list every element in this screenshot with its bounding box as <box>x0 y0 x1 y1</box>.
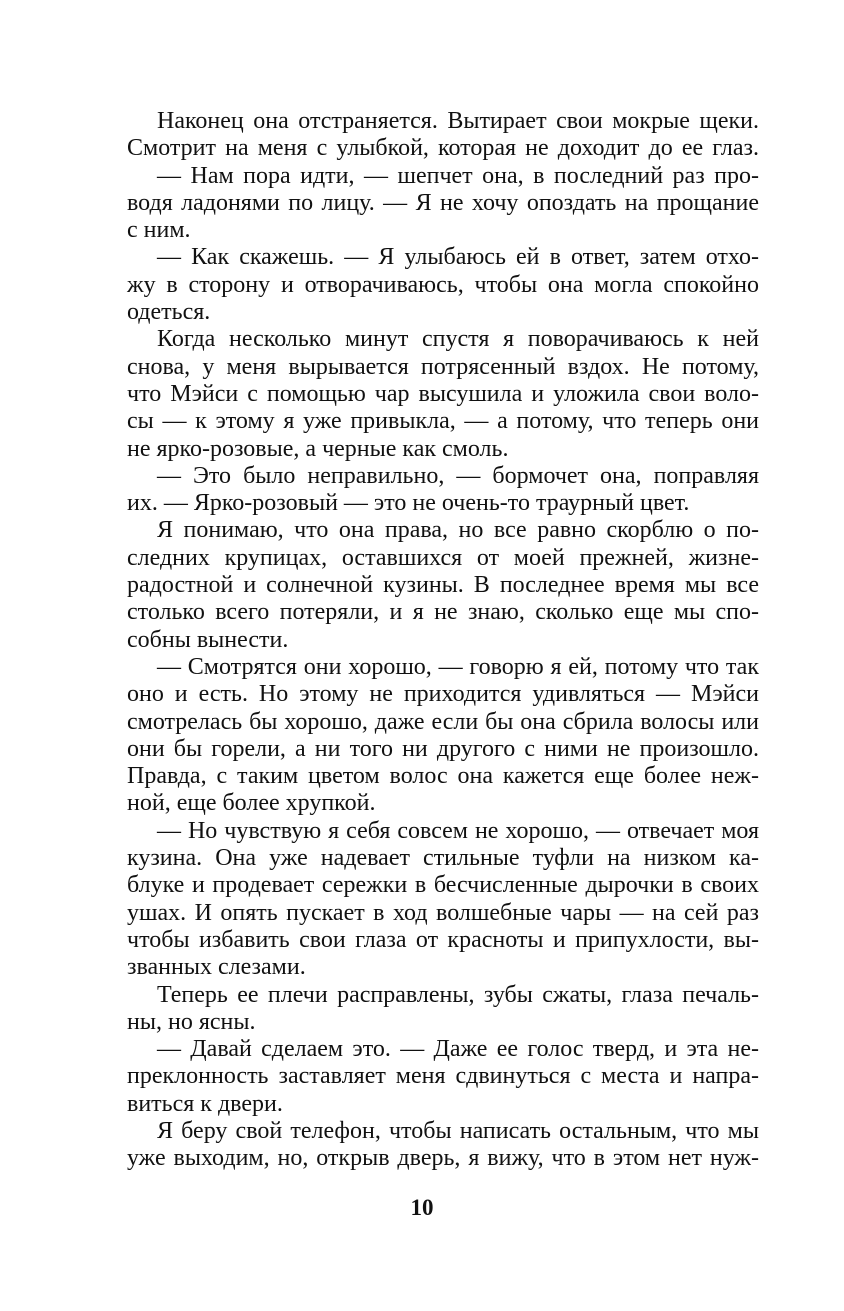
text-line: уже выходим, но, открыв дверь, я вижу, что в этом нет нуж- <box>127 1145 759 1172</box>
text-line: ной, еще более хрупкой. <box>127 790 376 817</box>
text-line: радостной и солнечной кузины. В последнее время мы все <box>127 572 759 599</box>
text-line: — Как скажешь. — Я улыбаюсь ей в ответ, затем отхо- <box>157 244 759 271</box>
text-line: — Нам пора идти, — шепчет она, в последний раз про- <box>157 162 759 189</box>
text-line: не ярко-розовые, а черные как смоль. <box>127 435 509 462</box>
text-line: Смотрит на меня с улыбкой, которая не доходит до ее глаз. <box>127 135 759 162</box>
page-number: 10 <box>410 1195 434 1220</box>
text-line: следних крупицах, оставшихся от моей прежней, жизне- <box>127 544 759 571</box>
text-line: оно и есть. Но этому не приходится удивляться — Мэйси <box>127 681 759 708</box>
text-line: — Это было неправильно, — бормочет она, поправляя <box>157 462 759 489</box>
text-line: они бы горели, а ни того ни другого с ними не произошло. <box>127 735 759 762</box>
text-line: столько всего потеряли, и я не знаю, сколько еще мы спо- <box>127 599 759 626</box>
text-line: ушах. И опять пускает в ход волшебные чары — на сей раз <box>127 899 759 926</box>
text-line: сы — к этому я уже привыкла, — а потому, что теперь они <box>127 408 759 435</box>
body-text <box>127 108 759 1173</box>
text-line: виться к двери. <box>127 1090 283 1117</box>
text-line: с ним. <box>127 217 191 244</box>
text-line: Наконец она отстраняется. Вытирает свои мокрые щеки. <box>157 108 759 134</box>
text-line: Я понимаю, что она права, но все равно скорблю о по- <box>157 517 759 544</box>
text-line: — Давай сделаем это. — Даже ее голос тверд, и эта не- <box>157 1036 759 1063</box>
text-line: преклонность заставляет меня сдвинуться с места и напра- <box>127 1063 759 1090</box>
text-line: собны вынести. <box>127 626 289 653</box>
text-line: смотрелась бы хорошо, даже если бы она сбрила волосы или <box>127 708 759 735</box>
text-line: водя ладонями по лицу. — Я не хочу опоздать на прощание <box>127 189 759 216</box>
text-line: жу в сторону и отворачиваюсь, чтобы она могла спокойно <box>127 271 759 298</box>
text-line: Я беру свой телефон, чтобы написать остальным, что мы <box>157 1117 759 1144</box>
text-line: что Мэйси с помощью чар высушила и уложила свои воло- <box>127 380 759 407</box>
text-line: Теперь ее плечи расправлены, зубы сжаты, глаза печаль- <box>157 981 759 1008</box>
text-line: кузина. Она уже надевает стильные туфли на низком ка- <box>127 845 759 872</box>
text-line: званных слезами. <box>127 954 306 981</box>
text-line: их. — Ярко-розовый — это не очень-то траурный цвет. <box>127 490 690 517</box>
text-line: — Но чувствую я себя совсем не хорошо, — отвечает моя <box>157 817 759 844</box>
text-line: снова, у меня вырывается потрясенный вздох. Не потому, <box>127 353 759 380</box>
text-line: ны, но ясны. <box>127 1008 256 1035</box>
text-line: — Смотрятся они хорошо, — говорю я ей, потому что так <box>157 653 759 680</box>
text-line: Правда, с таким цветом волос она кажется еще более неж- <box>127 763 759 790</box>
text-line: блуке и продевает сережки в бесчисленные дырочки в своих <box>127 872 759 899</box>
text-line: Когда несколько минут спустя я поворачиваюсь к ней <box>157 326 759 353</box>
text-line: одеться. <box>127 299 211 326</box>
text-line: чтобы избавить свои глаза от красноты и припухлости, вы- <box>127 926 759 953</box>
